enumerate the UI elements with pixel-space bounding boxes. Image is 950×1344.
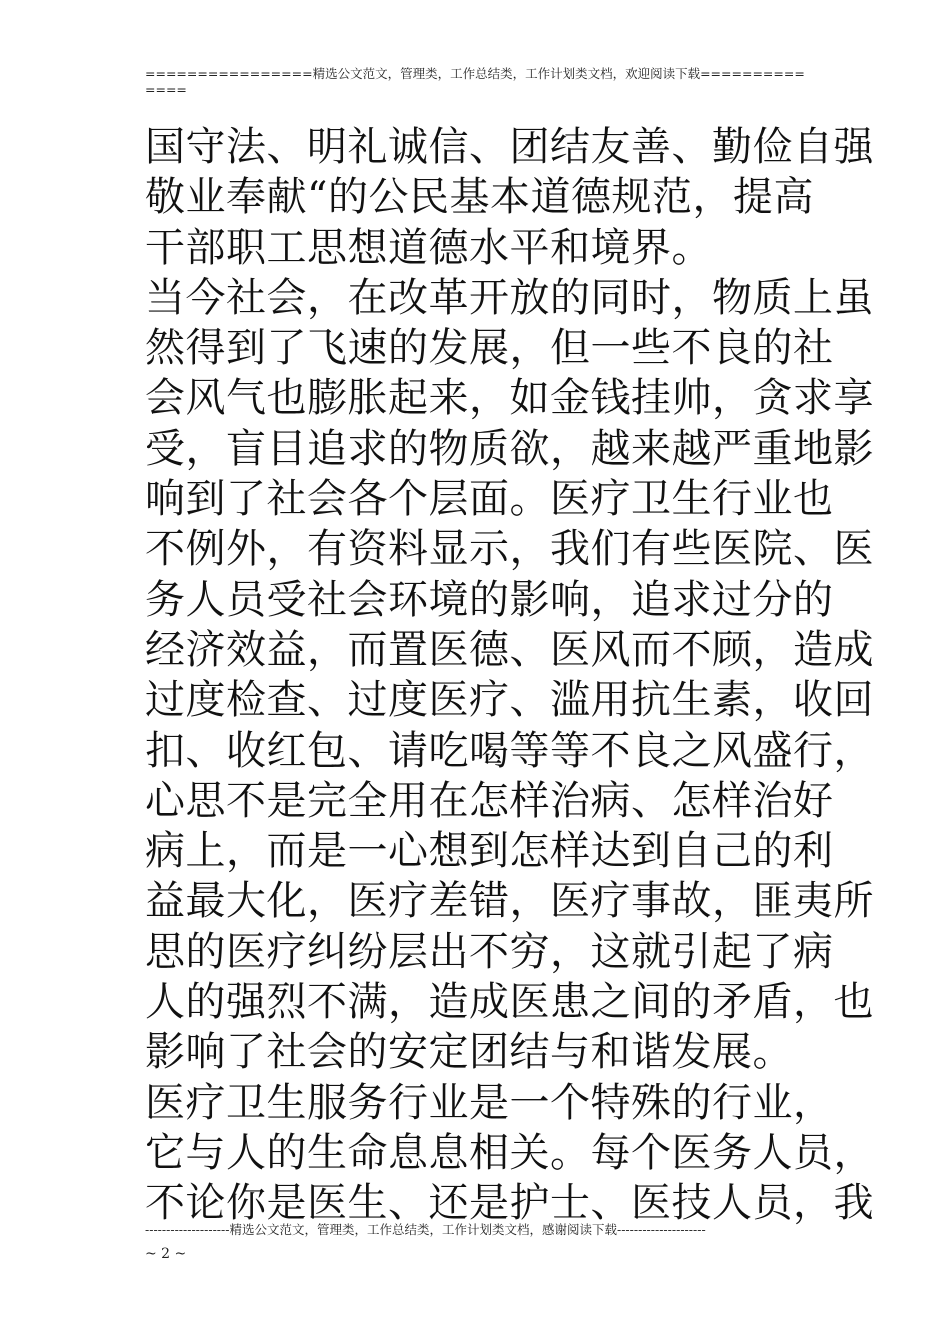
body-line: 它与人的生命息息相关。每个医务人员， [145,1129,874,1176]
body-line: 干部职工思想道德水平和境界。 [145,224,712,271]
body-line: 会风气也膨胀起来，如金钱挂帅，贪求享 [145,375,874,422]
body-line: 经济效益，而置医德、医风而不顾，造成 [145,626,874,673]
body-line: 思的医疗纠纷层出不穷，这就引起了病 [145,928,834,975]
page-header: ================精选公文范文，管理类，工作总结类，工作计划类文档，欢迎阅读下载============== [145,66,805,97]
body-line: 影响了社会的安定团结与和谐发展。 [145,1029,793,1076]
body-line: 务人员受社会环境的影响，追求过分的 [145,576,834,623]
body-line: 医疗卫生服务行业是一个特殊的行业， [145,1079,834,1126]
body-line: 人的强烈不满，造成医患之间的矛盾，也 [145,979,874,1026]
body-line: 病上，而是一心想到怎样达到自己的利 [145,828,834,875]
body-line: 扣、收红包、请吃喝等等不良之风盛行， [145,727,874,774]
document-body [145,122,874,1229]
body-line: 然得到了飞速的发展，但一些不良的社 [145,325,834,372]
page-number: ~ 2 ~ [145,1246,187,1262]
body-line: 国守法、明礼诚信、团结友善、勤俭自强 [145,124,874,170]
body-line: 响到了社会各个层面。医疗卫生行业也 [145,476,834,523]
body-line: 不论你是医生、还是护士、医技人员，我 [145,1180,874,1227]
body-line: 心思不是完全用在怎样治病、怎样治好 [145,777,834,824]
body-line: 益最大化，医疗差错，医疗事故，匪夷所 [145,878,874,925]
body-line: 不例外，有资料显示，我们有些医院、医 [145,526,874,573]
body-line: 过度检查、过度医疗、滥用抗生素，收回 [145,677,874,724]
body-line: 受，盲目追求的物质欲，越来越严重地影 [145,425,874,472]
body-line: 敬业奉献“的公民基本道德规范，提高 [145,174,814,221]
body-line: 当今社会，在改革开放的同时，物质上虽 [145,274,874,321]
page-footer: --------------------精选公文范文，管理类，工作总结类，工作计划类文档，感谢阅读下载--------------------- [145,1222,706,1237]
